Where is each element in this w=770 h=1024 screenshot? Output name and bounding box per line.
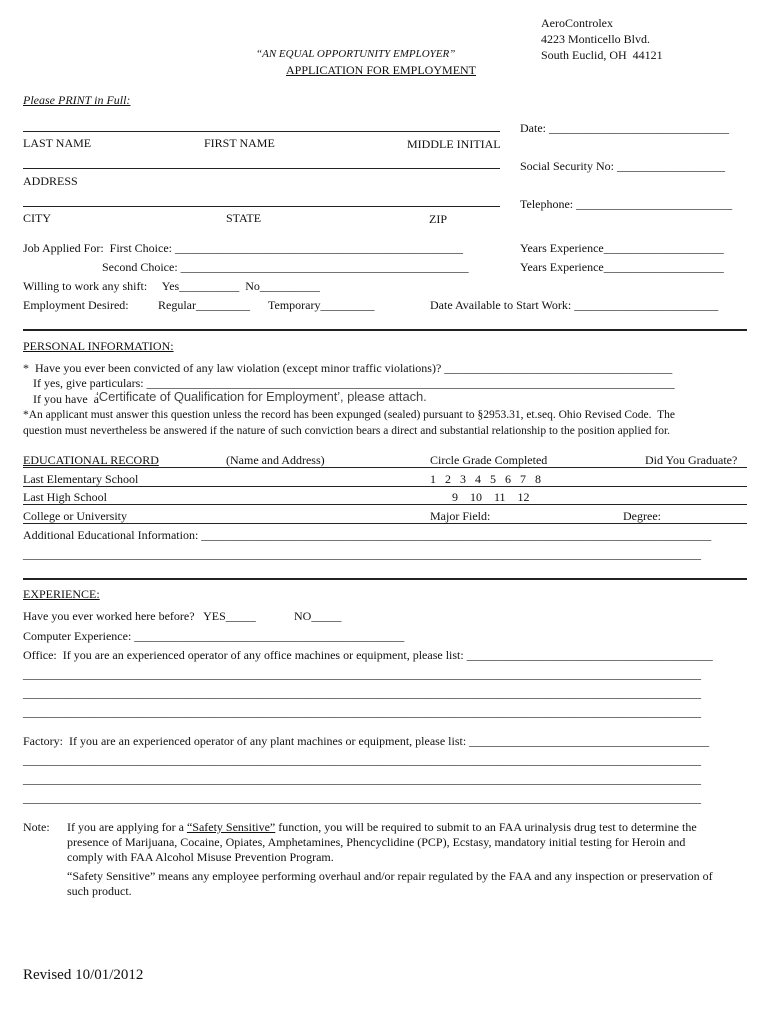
- elementary-grades[interactable]: 1 2 3 4 5 6 7 8: [430, 472, 541, 486]
- high-school-label: Last High School: [23, 490, 107, 504]
- company-street: 4223 Monticello Blvd.: [541, 32, 650, 46]
- additional-education-line[interactable]: _________________________________________________________________________________________________________________: [23, 547, 701, 561]
- shift-field[interactable]: Willing to work any shift: Yes__________ No__________: [23, 279, 320, 293]
- education-heading: EDUCATIONAL RECORD: [23, 453, 159, 467]
- certificate-note-b: ‘Certificate of Qualification for Employment’, please attach.: [96, 389, 427, 404]
- address-rule[interactable]: [23, 168, 500, 169]
- personal-heading: PERSONAL INFORMATION:: [23, 339, 174, 353]
- eoe-heading: “AN EQUAL OPPORTUNITY EMPLOYER”: [256, 48, 456, 60]
- city-rule[interactable]: [23, 206, 500, 207]
- factory-line-1[interactable]: _________________________________________________________________________________________________________________: [23, 753, 701, 767]
- zip-label: ZIP: [429, 212, 447, 226]
- safety-note-post: function, you will be required to submit to an FAA urinalysis drug test to determine the: [275, 820, 697, 834]
- company-name: AeroControlex: [541, 16, 613, 30]
- revision-date: Revised 10/01/2012: [23, 967, 144, 983]
- major-field-label: Major Field:: [430, 509, 491, 523]
- safety-sensitive-term: “Safety Sensitive”: [186, 820, 276, 834]
- factory-line-3[interactable]: _________________________________________________________________________________________________________________: [23, 791, 701, 805]
- last-name-label: LAST NAME: [23, 136, 92, 150]
- company-city: South Euclid, OH 44121: [541, 48, 663, 62]
- employment-desired-label: Employment Desired:: [23, 298, 129, 312]
- factory-experience-field[interactable]: Factory: If you are an experienced operator of any plant machines or equipment, please list: ________________________________________: [23, 734, 710, 748]
- safety-definition-line-1: “Safety Sensitive” means any employee performing overhaul and/or repair regulated by the FAA and any inspection or preservation of: [67, 869, 713, 883]
- office-line-3[interactable]: _________________________________________________________________________________________________________________: [23, 705, 701, 719]
- telephone-field[interactable]: Telephone: __________________________: [520, 197, 733, 211]
- name-address-heading: (Name and Address): [226, 453, 325, 467]
- first-choice-field[interactable]: Job Applied For: First Choice: ________________________________________________: [23, 241, 464, 255]
- certificate-note-a: If you have a: [33, 392, 99, 406]
- section-divider: [23, 329, 747, 331]
- worked-here-no[interactable]: NO_____: [294, 609, 342, 623]
- elementary-label: Last Elementary School: [23, 472, 139, 486]
- print-instruction: Please PRINT in Full:: [23, 93, 131, 107]
- regular-field[interactable]: Regular_________: [158, 298, 250, 312]
- computer-experience-field[interactable]: Computer Experience: _____________________________________________: [23, 629, 405, 643]
- experience-heading: EXPERIENCE:: [23, 587, 100, 601]
- date-field[interactable]: Date: ______________________________: [520, 121, 729, 135]
- office-line-1[interactable]: _________________________________________________________________________________________________________________: [23, 667, 701, 681]
- circle-grade-heading: Circle Grade Completed: [430, 453, 548, 467]
- section-divider-2: [23, 578, 747, 580]
- safety-definition-line-2: such product.: [67, 884, 132, 898]
- college-label: College or University: [23, 509, 127, 523]
- middle-initial-label: MIDDLE INITIAL: [407, 137, 501, 151]
- name-rule[interactable]: [23, 131, 500, 132]
- second-choice-field[interactable]: Second Choice: ________________________________________________: [102, 260, 469, 274]
- temporary-field[interactable]: Temporary_________: [268, 298, 375, 312]
- office-experience-field[interactable]: Office: If you are an experienced operator of any office machines or equipment, please list: _________________________________________: [23, 648, 713, 662]
- note-label: Note:: [23, 820, 50, 834]
- city-label: CITY: [23, 211, 51, 225]
- date-available-field[interactable]: Date Available to Start Work: ________________________: [430, 298, 719, 312]
- office-line-2[interactable]: _________________________________________________________________________________________________________________: [23, 686, 701, 700]
- ssn-field[interactable]: Social Security No: __________________: [520, 159, 725, 173]
- address-label: ADDRESS: [23, 174, 78, 188]
- expunged-note-2: question must nevertheless be answered if the nature of such conviction bears a direct and substantial relationship to the position applied for.: [23, 425, 671, 437]
- high-school-rule[interactable]: [23, 504, 747, 505]
- expunged-note-1: *An applicant must answer this question unless the record has been expunged (sealed) pursuant to §2953.31, et.seq. Ohio Revised Code. The: [23, 409, 675, 421]
- factory-line-2[interactable]: _________________________________________________________________________________________________________________: [23, 772, 701, 786]
- state-label: STATE: [226, 211, 262, 225]
- college-rule[interactable]: [23, 523, 747, 524]
- worked-here-field[interactable]: Have you ever worked here before? YES_____: [23, 609, 256, 623]
- years-experience-1[interactable]: Years Experience____________________: [520, 241, 724, 255]
- particulars-field[interactable]: If yes, give particulars: ________________________________________________________________________________________: [33, 376, 675, 390]
- education-header-rule: [23, 467, 747, 468]
- additional-education-field[interactable]: Additional Educational Information: _____________________________________________________________________________________: [23, 528, 712, 542]
- safety-note-line-1: [67, 820, 697, 834]
- safety-note-line-3: comply with FAA Alcohol Misuse Prevention Program.: [67, 850, 334, 864]
- years-experience-2[interactable]: Years Experience____________________: [520, 260, 724, 274]
- elementary-rule[interactable]: [23, 486, 747, 487]
- form-title: APPLICATION FOR EMPLOYMENT: [286, 63, 477, 77]
- degree-label: Degree:: [623, 509, 661, 523]
- safety-note-line-2: presence of Marijuana, Cocaine, Opiates, Amphetamines, Phencyclidine (PCP), Ecstasy, mandatory initial testing for Heroin and: [67, 835, 686, 849]
- safety-note-pre: If you are applying for a: [67, 820, 187, 834]
- first-name-label: FIRST NAME: [204, 136, 275, 150]
- conviction-question[interactable]: * Have you ever been convicted of any law violation (except minor traffic violations)? ______________________________________: [23, 361, 673, 375]
- high-school-grades[interactable]: 9 10 11 12: [452, 490, 530, 504]
- graduate-heading: Did You Graduate?: [645, 453, 738, 467]
